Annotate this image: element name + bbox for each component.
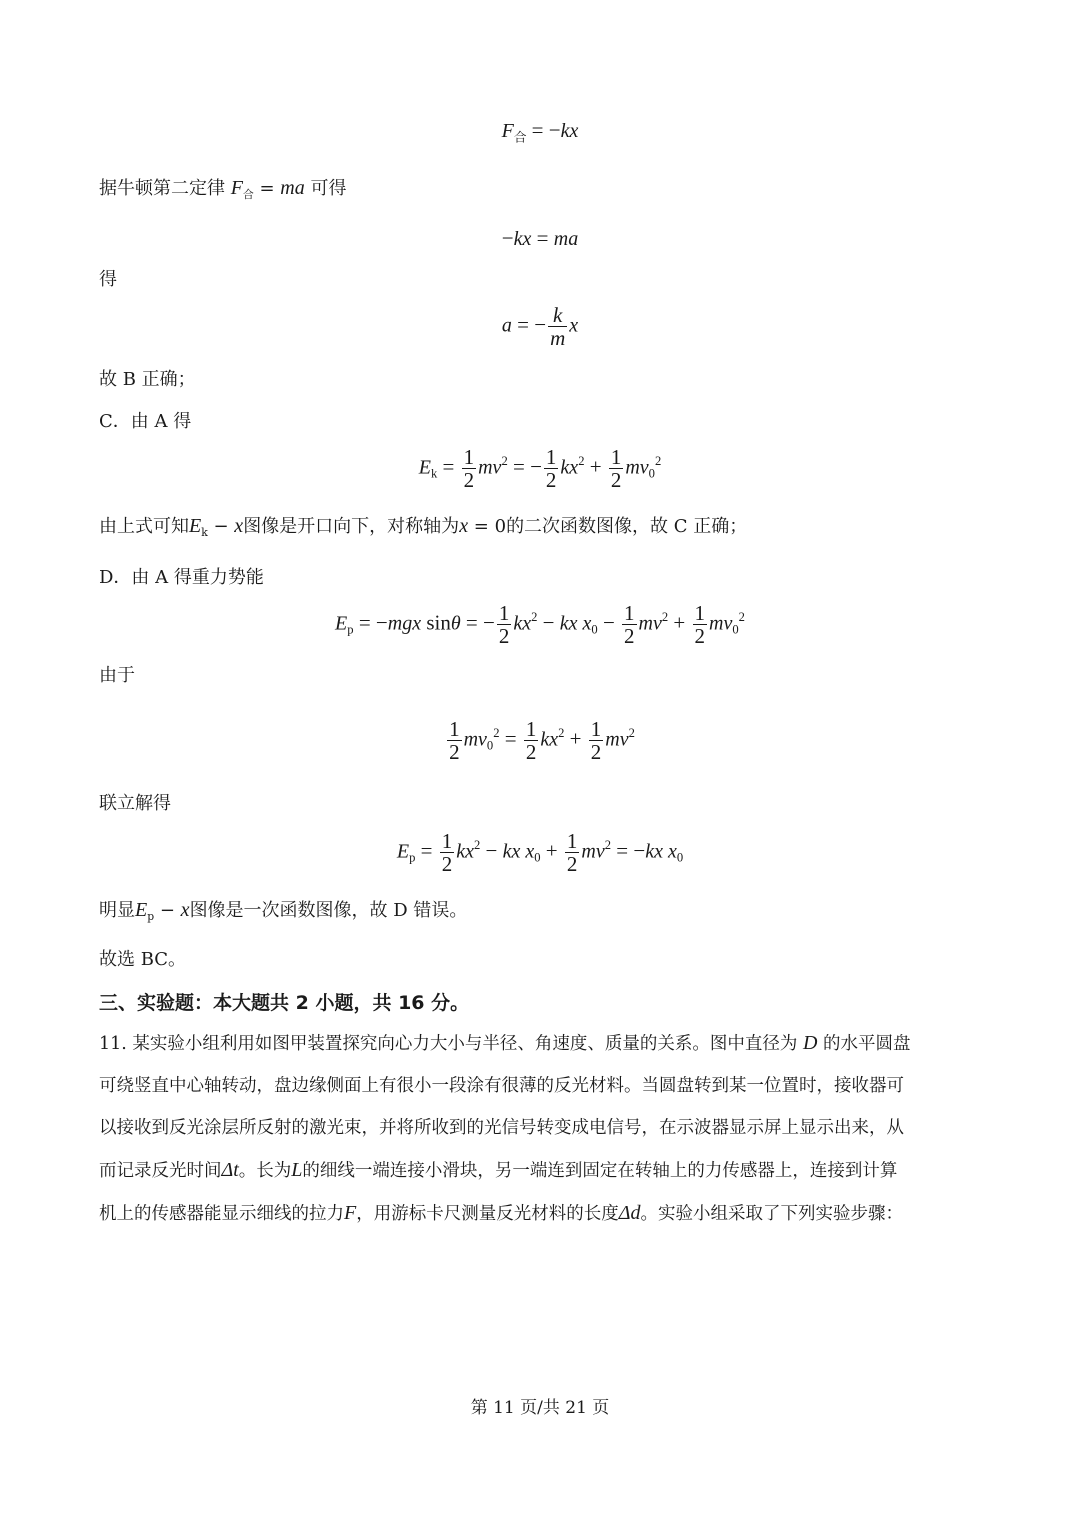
question-11-paragraph <box>99 1022 989 1235</box>
text-solve: 联立解得 <box>99 793 171 814</box>
q11-line-1: 11. 某实验小组利用如图甲装置探究向心力大小与半径、角速度、质量的关系。图中直径为 D 的水平圆盘 <box>99 1032 911 1054</box>
text-de: 得 <box>99 269 117 290</box>
equation-net-force: $F_合 = -kx$ <box>501 118 579 145</box>
q11-line-5: 机上的传感器能显示细线的拉力F，用游标卡尺测量反光材料的长度Δd。实验小组采取了下列实验步骤： <box>99 1202 903 1224</box>
text-b-correct: 故 B 正确； <box>99 369 196 390</box>
q11-line-2: 可绕竖直中心轴转动，盘边缘侧面上有很小一段涂有很薄的反光材料。当圆盘转到某一位置时，接收器可 <box>99 1076 904 1096</box>
equation-kx-ma: −kx = ma <box>501 226 579 250</box>
equation-acceleration: a = − $\frac{k}{m}$ x <box>501 303 579 350</box>
text-ep-graph: 明显$E_p - x$图像是一次函数图像，故 D 错误。 <box>99 899 468 923</box>
q11-line-3: 以接收到反光涂层所反射的激光束，并将所收到的光信号转变成电信号，在示波器显示屏上显示出来，从 <box>99 1118 904 1138</box>
equation-ep-result: $E_p$ = $\frac{1}{2}$ $kx^2$ − kx $x_0$ + $\frac{1}{2}$ $mv^2 = -kx$ $x_0$ <box>396 829 684 876</box>
q11-line-4: 而记录反光时间Δt。长为L的细线一端连接小滑块，另一端连到固定在转轴上的力传感器上，连接到计算 <box>99 1159 898 1181</box>
text-d-potential: D．由 A 得重力势能 <box>99 567 264 588</box>
equation-kinetic-energy: $E_k$ = $\frac{1}{2}$ $mv^2$ = − $\frac{1}{2}$ $kx^2$ + $\frac{1}{2}$ $mv_0^2$ <box>418 445 662 492</box>
equation-potential-energy: $E_p = -mgx$ sinθ = − $\frac{1}{2}$ $kx^2$ − kx $x_0$ − $\frac{1}{2}$ $mv^2$ + $\frac{1}{2}$ $mv_0^2$ <box>335 601 745 648</box>
text-c-from-a: C．由 A 得 <box>99 411 192 432</box>
text-answer-bc: 故选 BC。 <box>99 949 187 970</box>
text-newton-second-law: 据牛顿第二定律 $F_合$ = ma 可得 <box>99 177 347 201</box>
equation-energy-conservation: $\frac{1}{2}$ $mv_0^2$ = $\frac{1}{2}$ $kx^2$ + $\frac{1}{2}$ $mv^2$ <box>449 717 635 764</box>
text-ek-graph: 由上式可知$E_k - x$图像是开口向下，对称轴为x = 0的二次函数图像，故 C 正确； <box>99 515 748 539</box>
section-heading: 三、实验题：本大题共 2 小题，共 16 分。 <box>99 992 470 1014</box>
text-because: 由于 <box>99 665 135 686</box>
page-footer: 第 11 页/共 21 页 <box>470 1398 610 1418</box>
